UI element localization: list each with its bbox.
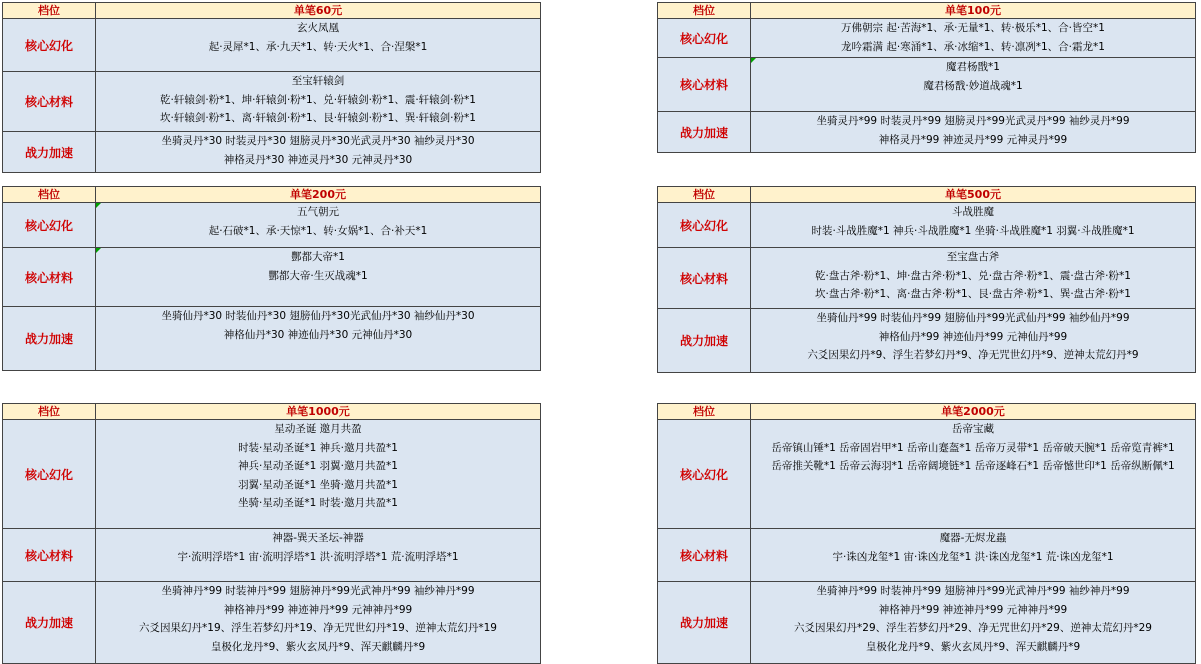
reward-content xyxy=(751,19,1196,58)
tier-table-2 xyxy=(657,2,1196,153)
reward-line: 斗战胜魔 xyxy=(952,206,994,218)
table-row xyxy=(3,19,541,72)
reward-line: 至宝盘古斧 xyxy=(946,251,1000,263)
reward-line: 起·石破*1、承·天惊*1、转·女娲*1、合·补天*1 xyxy=(208,224,428,237)
reward-content xyxy=(96,203,541,248)
reward-line: 龙吟霜满 起·寒涌*1、承·冰缩*1、转·凛冽*1、合·霜龙*1 xyxy=(841,40,1105,53)
table-row xyxy=(3,72,541,132)
category-label: 战力加速 xyxy=(3,582,96,664)
table-header-row xyxy=(3,3,541,19)
tier-label-header: 档位 xyxy=(3,187,96,203)
reward-line: 起·灵犀*1、承·九天*1、转·天火*1、合·涅槃*1 xyxy=(208,40,428,53)
comment-marker-icon xyxy=(96,203,101,208)
reward-content xyxy=(751,420,1196,529)
category-label: 核心材料 xyxy=(3,72,96,132)
tier-label-header: 档位 xyxy=(3,404,96,420)
category-label: 战力加速 xyxy=(658,582,751,664)
reward-content xyxy=(96,19,541,72)
reward-line: 坎·轩辕剑·粉*1、离·轩辕剑·粉*1、艮·轩辕剑·粉*1、巽·轩辕剑·粉*1 xyxy=(160,112,476,124)
reward-line: 六爻因果幻丹*29、浮生若梦幻丹*29、净无咒世幻丹*29、逆神太荒幻丹*29 xyxy=(794,622,1152,634)
tier-label-header: 档位 xyxy=(658,3,751,19)
table-row xyxy=(3,307,541,371)
reward-line: 神格仙丹*99 神迹仙丹*99 元神仙丹*99 xyxy=(878,330,1068,343)
reward-content xyxy=(96,420,541,529)
reward-line: 玄火凤凰 xyxy=(297,22,339,34)
reward-content xyxy=(751,529,1196,582)
reward-line: 神格灵丹*99 神迹灵丹*99 元神灵丹*99 xyxy=(878,133,1068,146)
tier-table-3 xyxy=(2,186,541,371)
reward-content xyxy=(96,248,541,307)
reward-line: 坐骑灵丹*99 时装灵丹*99 翅膀灵丹*99光武灵丹*99 袖纱灵丹*99 xyxy=(816,115,1130,127)
reward-line: 坐骑仙丹*99 时装仙丹*99 翅膀仙丹*99光武仙丹*99 袖纱仙丹*99 xyxy=(816,312,1130,324)
reward-line: 时装·星动圣诞*1 神兵·邀月共盈*1 xyxy=(238,441,398,454)
reward-line: 神格神丹*99 神迹神丹*99 元神神丹*99 xyxy=(878,603,1068,616)
table-row xyxy=(658,248,1196,309)
table-row xyxy=(658,420,1196,529)
reward-line: 坎·盘古斧·粉*1、离·盘古斧·粉*1、艮·盘古斧·粉*1、巽·盘古斧·粉*1 xyxy=(815,288,1131,300)
category-label: 核心幻化 xyxy=(658,19,751,58)
category-label: 核心材料 xyxy=(3,529,96,582)
tier-label-header: 档位 xyxy=(658,404,751,420)
table-row xyxy=(3,529,541,582)
table-header-row xyxy=(658,3,1196,19)
reward-line: 酆都大帝·生灭战魂*1 xyxy=(268,269,368,282)
reward-line: 神格神丹*99 神迹神丹*99 元神神丹*99 xyxy=(223,603,413,616)
category-label: 核心幻化 xyxy=(3,19,96,72)
tier-title: 单笔200元 xyxy=(96,187,541,203)
category-label: 战力加速 xyxy=(658,309,751,373)
category-label: 核心材料 xyxy=(658,248,751,309)
tier-table-5 xyxy=(2,403,541,664)
reward-line: 皇极化龙丹*9、紫火玄凤丹*9、浑天麒麟丹*9 xyxy=(210,640,426,653)
table-header-row xyxy=(3,404,541,420)
reward-content xyxy=(751,112,1196,153)
tier-label-header: 档位 xyxy=(3,3,96,19)
reward-line: 神格仙丹*30 神迹仙丹*30 元神仙丹*30 xyxy=(223,328,413,341)
reward-line: 宇·诛凶龙玺*1 宙·诛凶龙玺*1 洪·诛凶龙玺*1 荒·诛凶龙玺*1 xyxy=(832,550,1114,563)
reward-content xyxy=(96,307,541,371)
category-label: 核心材料 xyxy=(3,248,96,307)
reward-line: 岳帝宝藏 xyxy=(952,423,994,435)
reward-line: 魔器-无烬龙蟲 xyxy=(939,532,1007,544)
category-label: 核心幻化 xyxy=(658,420,751,529)
reward-line: 岳帝镇山锤*1 岳帝固岩甲*1 岳帝山蹇盔*1 岳帝万灵带*1 岳帝破天腕*1 岳帝览青裤*1 xyxy=(771,441,1175,454)
tier-title: 单笔500元 xyxy=(751,187,1196,203)
reward-content xyxy=(96,582,541,664)
reward-line: 坐骑仙丹*30 时装仙丹*30 翅膀仙丹*30光武仙丹*30 袖纱仙丹*30 xyxy=(161,310,475,322)
table-row xyxy=(658,203,1196,248)
tier-table-6 xyxy=(657,403,1196,664)
reward-line: 皇极化龙丹*9、紫火玄凤丹*9、浑天麒麟丹*9 xyxy=(865,640,1081,653)
category-label: 战力加速 xyxy=(658,112,751,153)
reward-line: 魔君杨戬*1 xyxy=(946,61,1000,73)
category-label: 战力加速 xyxy=(3,132,96,173)
reward-line: 神器-巽天圣坛-神器 xyxy=(272,532,364,544)
table-header-row xyxy=(658,404,1196,420)
category-label: 战力加速 xyxy=(3,307,96,371)
reward-line: 乾·轩辕剑·粉*1、坤·轩辕剑·粉*1、兑·轩辕剑·粉*1、震·轩辕剑·粉*1 xyxy=(160,93,476,106)
tier-label-header: 档位 xyxy=(658,187,751,203)
reward-content xyxy=(751,309,1196,373)
table-row xyxy=(658,529,1196,582)
table-row xyxy=(658,58,1196,112)
reward-line: 神兵·星动圣诞*1 羽翼·邀月共盈*1 xyxy=(238,460,398,472)
category-label: 核心材料 xyxy=(658,58,751,112)
reward-line: 时装·斗战胜魔*1 神兵·斗战胜魔*1 坐骑·斗战胜魔*1 羽翼·斗战胜魔*1 xyxy=(811,224,1135,237)
reward-line: 坐骑·星动圣诞*1 时装·邀月共盈*1 xyxy=(238,497,398,509)
reward-content xyxy=(96,72,541,132)
reward-line: 神格灵丹*30 神迹灵丹*30 元神灵丹*30 xyxy=(223,153,413,166)
tier-table-4 xyxy=(657,186,1196,373)
reward-content xyxy=(96,529,541,582)
table-row xyxy=(658,582,1196,664)
reward-line: 万佛朝宗 起·苦海*1、承·无量*1、转·极乐*1、合·皆空*1 xyxy=(841,22,1105,34)
reward-line: 坐骑神丹*99 时装神丹*99 翅膀神丹*99光武神丹*99 袖纱神丹*99 xyxy=(816,585,1130,597)
tier-title: 单笔60元 xyxy=(96,3,541,19)
category-label: 核心幻化 xyxy=(3,203,96,248)
tier-title: 单笔100元 xyxy=(751,3,1196,19)
table-header-row xyxy=(658,187,1196,203)
table-row xyxy=(3,203,541,248)
reward-line: 五气朝元 xyxy=(297,206,339,218)
reward-line: 酆都大帝*1 xyxy=(291,251,345,263)
reward-line: 乾·盘古斧·粉*1、坤·盘古斧·粉*1、兑·盘古斧·粉*1、震·盘古斧·粉*1 xyxy=(815,269,1131,282)
reward-line: 宇·流明浮塔*1 宙·流明浮塔*1 洪·流明浮塔*1 荒·流明浮塔*1 xyxy=(177,550,459,563)
reward-content xyxy=(751,248,1196,309)
reward-line: 六爻因果幻丹*19、浮生若梦幻丹*19、净无咒世幻丹*19、逆神太荒幻丹*19 xyxy=(139,622,497,634)
tier-title: 单笔1000元 xyxy=(96,404,541,420)
reward-content xyxy=(751,582,1196,664)
reward-line: 星动圣诞 邀月共盈 xyxy=(274,423,362,435)
category-label: 核心材料 xyxy=(658,529,751,582)
reward-content xyxy=(96,132,541,173)
reward-line: 至宝轩辕剑 xyxy=(291,75,345,87)
table-row xyxy=(658,112,1196,153)
table-row xyxy=(3,248,541,307)
reward-content xyxy=(751,203,1196,248)
comment-marker-icon xyxy=(96,248,101,253)
reward-line: 坐骑神丹*99 时装神丹*99 翅膀神丹*99光武神丹*99 袖纱神丹*99 xyxy=(161,585,475,597)
table-row xyxy=(3,582,541,664)
tier-table-1 xyxy=(2,2,541,173)
table-row xyxy=(658,19,1196,58)
reward-content xyxy=(751,58,1196,112)
reward-line: 六爻因果幻丹*9、浮生若梦幻丹*9、净无咒世幻丹*9、逆神太荒幻丹*9 xyxy=(807,349,1139,361)
reward-line: 魔君杨戬·妙道战魂*1 xyxy=(923,79,1023,92)
table-row xyxy=(658,309,1196,373)
reward-line: 羽翼·星动圣诞*1 坐骑·邀月共盈*1 xyxy=(238,478,398,491)
reward-line: 坐骑灵丹*30 时装灵丹*30 翅膀灵丹*30光武灵丹*30 袖纱灵丹*30 xyxy=(161,135,475,147)
table-header-row xyxy=(3,187,541,203)
reward-line: 岳帝推关靴*1 岳帝云海羽*1 岳帝阔境链*1 岳帝逐峰石*1 岳帝憾世印*1 岳帝纵断佩*1 xyxy=(771,460,1175,472)
comment-marker-icon xyxy=(751,58,756,63)
tier-title: 单笔2000元 xyxy=(751,404,1196,420)
table-row xyxy=(3,420,541,529)
category-label: 核心幻化 xyxy=(658,203,751,248)
category-label: 核心幻化 xyxy=(3,420,96,529)
table-row xyxy=(3,132,541,173)
